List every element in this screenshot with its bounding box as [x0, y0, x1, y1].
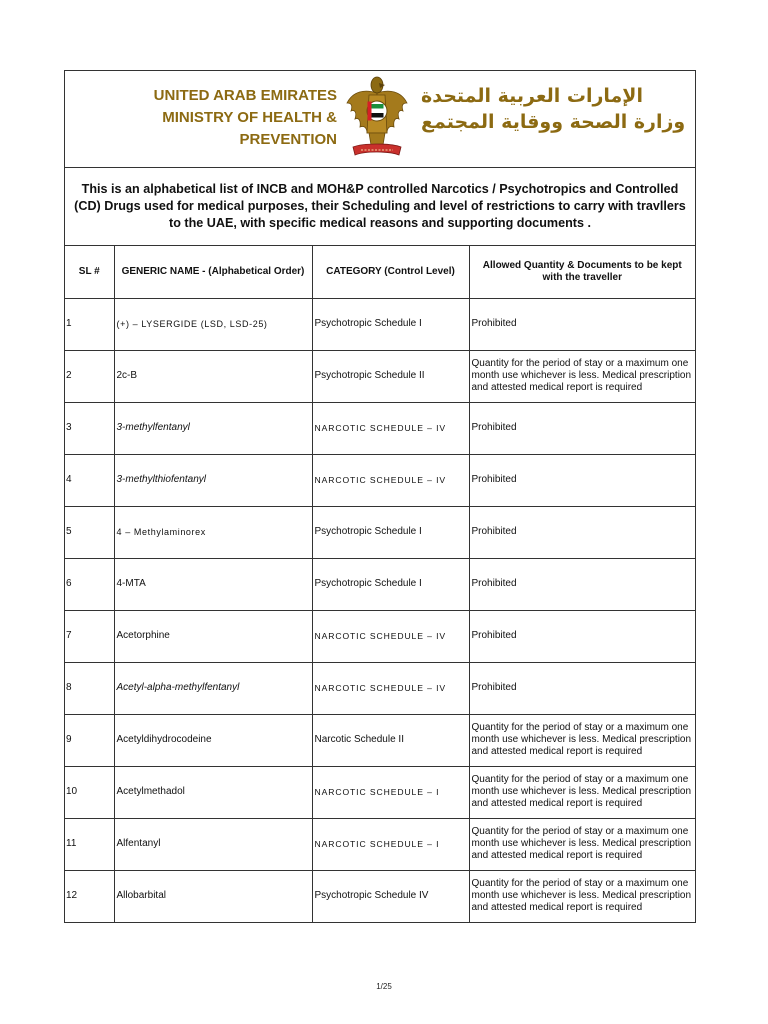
- row-sl: 9: [65, 714, 114, 766]
- row-sl: 2: [65, 350, 114, 402]
- table-row: [65, 350, 695, 402]
- row-category: NARCOTIC SCHEDULE – IV: [312, 454, 469, 506]
- row-allowed-quantity: Quantity for the period of stay or a maximum one month use whichever is less. Medical prescription and attested medical report is required: [469, 350, 695, 402]
- row-category: NARCOTIC SCHEDULE – I: [312, 766, 469, 818]
- column-header-sl: SL #: [65, 246, 114, 298]
- row-generic-name: 2c-B: [114, 350, 312, 402]
- controlled-drugs-table: [65, 246, 695, 922]
- row-category: Narcotic Schedule II: [312, 714, 469, 766]
- row-generic-name: Acetylmethadol: [114, 766, 312, 818]
- table-row: [65, 558, 695, 610]
- row-category: Psychotropic Schedule II: [312, 350, 469, 402]
- page-number: 1/25: [376, 982, 392, 991]
- row-generic-name: Acetorphine: [114, 610, 312, 662]
- row-allowed-quantity: Prohibited: [469, 610, 695, 662]
- row-allowed-quantity: Prohibited: [469, 402, 695, 454]
- row-category: NARCOTIC SCHEDULE – IV: [312, 662, 469, 714]
- row-generic-name: 3-methylthiofentanyl: [114, 454, 312, 506]
- row-category: Psychotropic Schedule I: [312, 298, 469, 350]
- english-ministry-name: [69, 85, 337, 151]
- row-sl: 7: [65, 610, 114, 662]
- arabic-ministry-title: وزارة الصحة ووقاية المجتمع: [421, 111, 686, 133]
- row-generic-name: Alfentanyl: [114, 818, 312, 870]
- arabic-country-name: الإمارات العربية المتحدة: [421, 85, 643, 107]
- arabic-ministry-name: [421, 83, 699, 135]
- row-category: Psychotropic Schedule I: [312, 506, 469, 558]
- row-generic-name: 4-MTA: [114, 558, 312, 610]
- column-header-generic-name: GENERIC NAME - (Alphabetical Order): [114, 246, 312, 298]
- intro-statement: This is an alphabetical list of INCB and MOH&P controlled Narcotics / Psychotropics and Controlled (CD) Drugs used for medical purposes, their Scheduling and level of restrictions to carry with travllers to the UAE, with specific medical reasons and supporting documents .: [65, 168, 695, 246]
- row-category: NARCOTIC SCHEDULE – I: [312, 818, 469, 870]
- row-allowed-quantity: Prohibited: [469, 558, 695, 610]
- row-category: Psychotropic Schedule I: [312, 558, 469, 610]
- row-sl: 1: [65, 298, 114, 350]
- row-generic-name: Acetyl-alpha-methylfentanyl: [114, 662, 312, 714]
- document-page: [64, 70, 696, 923]
- column-header-allowed-quantity: Allowed Quantity & Documents to be kept with the traveller: [469, 246, 695, 298]
- row-generic-name: Acetyldihydrocodeine: [114, 714, 312, 766]
- table-row: [65, 610, 695, 662]
- row-allowed-quantity: Quantity for the period of stay or a maximum one month use whichever is less. Medical prescription and attested medical report is required: [469, 766, 695, 818]
- row-allowed-quantity: Prohibited: [469, 454, 695, 506]
- column-header-category: CATEGORY (Control Level): [312, 246, 469, 298]
- table-row: [65, 454, 695, 506]
- row-generic-name: 3-methylfentanyl: [114, 402, 312, 454]
- table-row: [65, 298, 695, 350]
- row-sl: 11: [65, 818, 114, 870]
- row-sl: 6: [65, 558, 114, 610]
- row-generic-name: (+) – LYSERGIDE (LSD, LSD-25): [114, 298, 312, 350]
- row-allowed-quantity: Quantity for the period of stay or a maximum one month use whichever is less. Medical prescription and attested medical report is required: [469, 818, 695, 870]
- row-allowed-quantity: Prohibited: [469, 298, 695, 350]
- row-generic-name: 4 – Methylaminorex: [114, 506, 312, 558]
- row-allowed-quantity: Quantity for the period of stay or a maximum one month use whichever is less. Medical prescription and attested medical report is required: [469, 870, 695, 922]
- table-row: [65, 714, 695, 766]
- table-row: [65, 870, 695, 922]
- row-sl: 5: [65, 506, 114, 558]
- table-row: [65, 766, 695, 818]
- table-row: [65, 506, 695, 558]
- table-row: [65, 402, 695, 454]
- country-name: UNITED ARAB EMIRATES: [153, 87, 337, 104]
- row-sl: 8: [65, 662, 114, 714]
- table-header-row: [65, 246, 695, 298]
- row-sl: 4: [65, 454, 114, 506]
- ministry-name: MINISTRY OF HEALTH & PREVENTION: [162, 109, 337, 148]
- row-allowed-quantity: Quantity for the period of stay or a maximum one month use whichever is less. Medical prescription and attested medical report is required: [469, 714, 695, 766]
- falcon-emblem-icon: [343, 73, 411, 159]
- letterhead: [65, 71, 695, 168]
- row-generic-name: Allobarbital: [114, 870, 312, 922]
- row-category: Psychotropic Schedule IV: [312, 870, 469, 922]
- row-category: NARCOTIC SCHEDULE – IV: [312, 610, 469, 662]
- row-allowed-quantity: Prohibited: [469, 506, 695, 558]
- table-row: [65, 818, 695, 870]
- row-category: NARCOTIC SCHEDULE – IV: [312, 402, 469, 454]
- row-sl: 10: [65, 766, 114, 818]
- row-sl: 12: [65, 870, 114, 922]
- table-row: [65, 662, 695, 714]
- row-allowed-quantity: Prohibited: [469, 662, 695, 714]
- row-sl: 3: [65, 402, 114, 454]
